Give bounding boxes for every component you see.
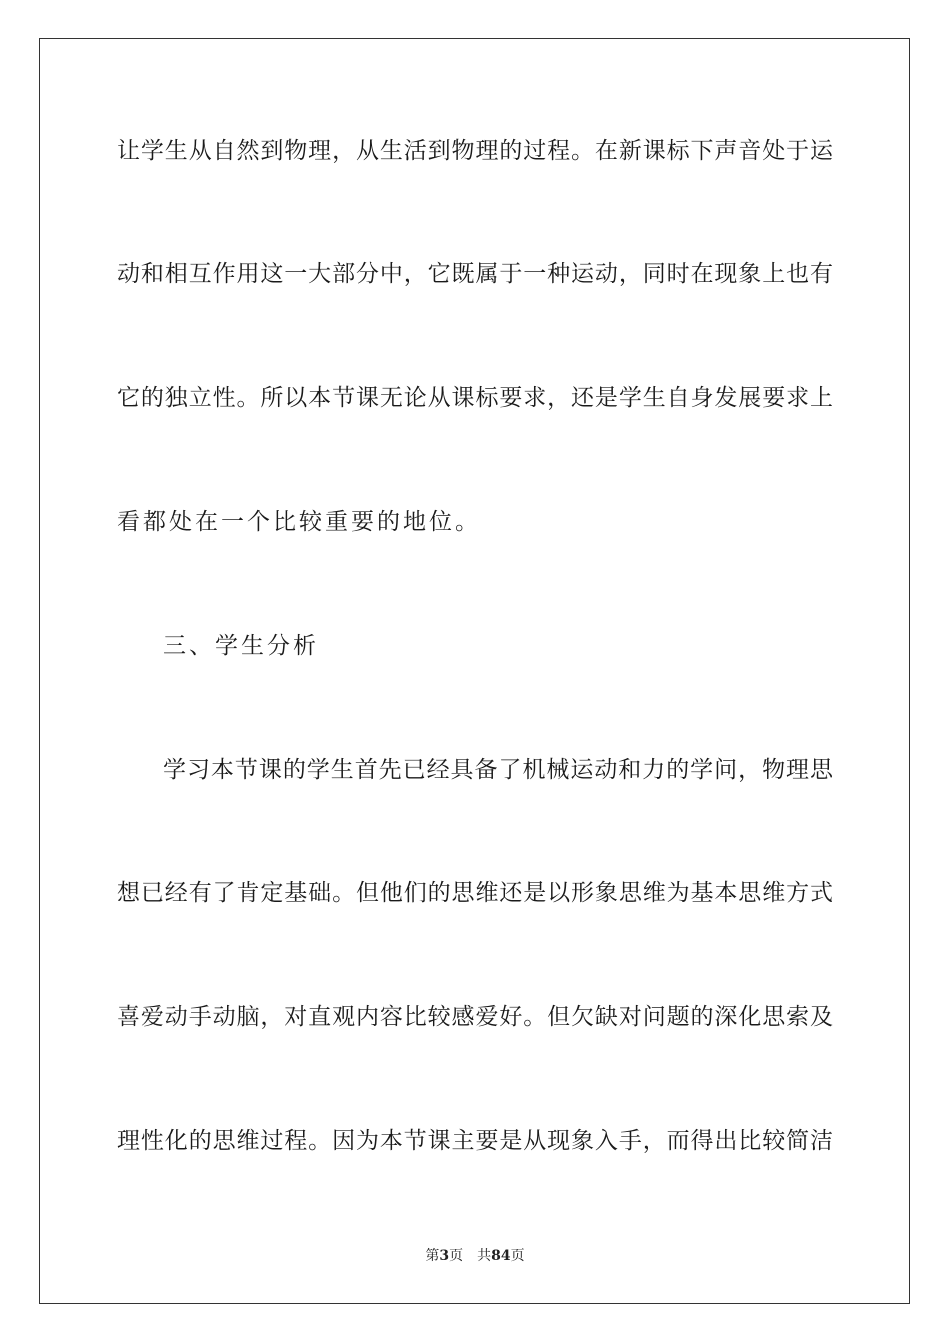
total-prefix: 共 <box>477 1248 492 1264</box>
page-border <box>39 38 910 1304</box>
total-suffix: 页 <box>510 1248 525 1264</box>
paragraph-line: 喜爱动手动脑，对直观内容比较感爱好。但欠缺对问题的深化思索及 <box>117 1004 833 1030</box>
paragraph-line: 理性化的思维过程。因为本节课主要是从现象入手，而得出比较简洁 <box>117 1128 833 1154</box>
body-line: 它的独立性。所以本节课无论从课标要求，还是学生自身发展要求上 <box>117 385 833 411</box>
page-prefix: 第 <box>425 1248 440 1264</box>
page-suffix: 页 <box>449 1248 464 1264</box>
page-number: 3 <box>439 1248 450 1264</box>
body-line: 看都处在一个比较重要的地位。 <box>117 509 481 535</box>
paragraph-line: 想已经有了肯定基础。但他们的思维还是以形象思维为基本思维方式 <box>117 880 833 906</box>
total-pages: 84 <box>491 1248 511 1264</box>
body-line: 动和相互作用这一大部分中，它既属于一种运动，同时在现象上也有 <box>117 261 833 287</box>
paragraph-line: 学习本节课的学生首先已经具备了机械运动和力的学问，物理思 <box>163 757 833 783</box>
body-line: 让学生从自然到物理，从生活到物理的过程。在新课标下声音处于运 <box>117 138 833 164</box>
page-footer <box>0 1247 950 1265</box>
section-heading: 三、学生分析 <box>163 633 319 659</box>
